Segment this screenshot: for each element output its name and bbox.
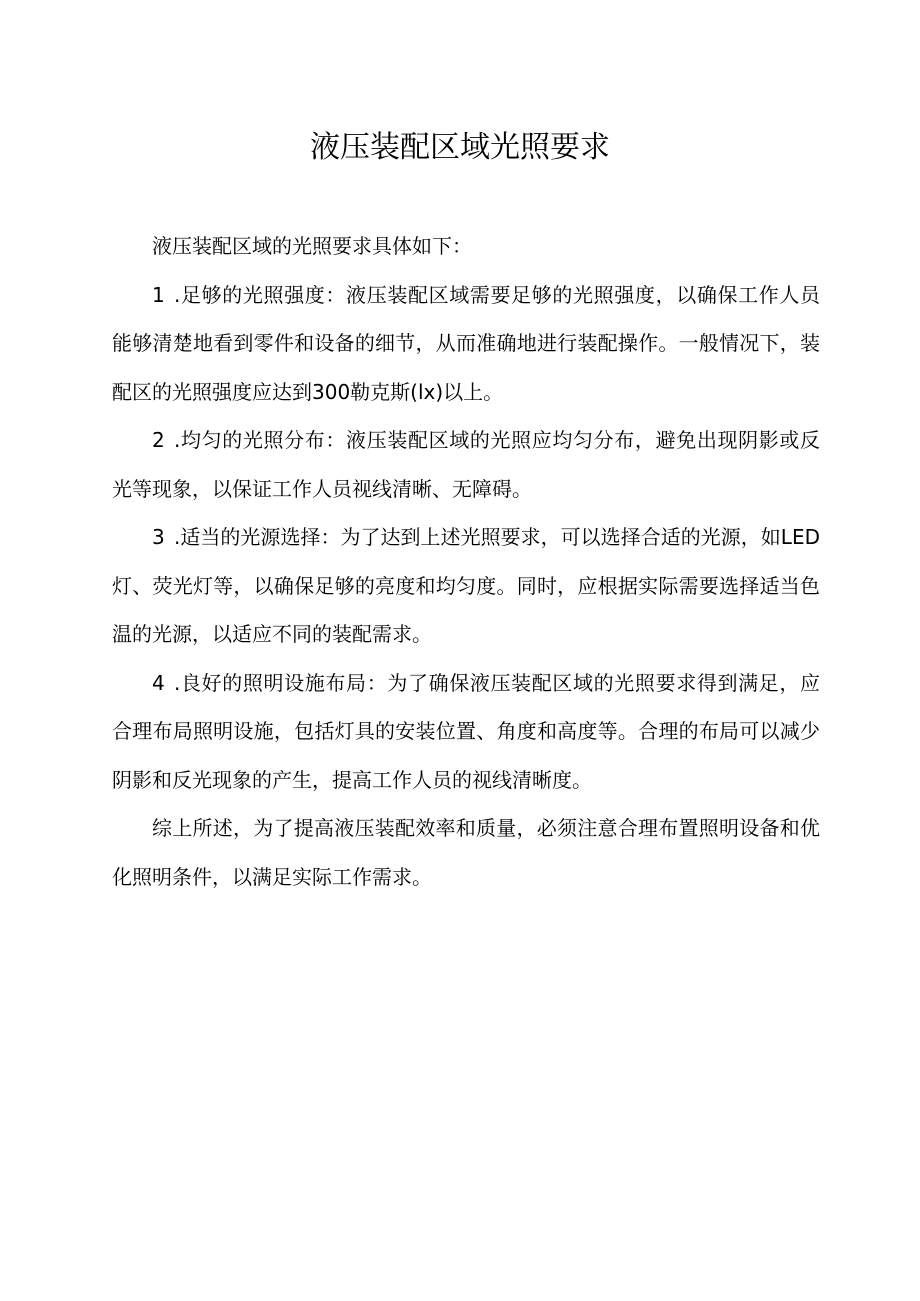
list-item-number: 2	[152, 428, 165, 452]
list-item-text: .良好的照明设施布局：为了确保液压装配区域的光照要求得到满足，应合理布局照明设施，包括灯具的安装位置、角度和高度等。合理的布局可以减少阴影和反光现象的产生，提高工作人员的视线清晰度。	[112, 670, 820, 792]
list-item-1	[112, 271, 820, 417]
list-item-4	[112, 659, 820, 805]
list-item-text: .足够的光照强度：液压装配区域需要足够的光照强度，以确保工作人员能够清楚地看到零件和设备的细节，从而准确地进行装配操作。一般情况下，装配区的光照强度应达到300勒克斯(lx)以上。	[112, 282, 820, 404]
list-item-number: 4	[152, 670, 165, 695]
list-item-text: .适当的光源选择：为了达到上述光照要求，可以选择合适的光源，如LED灯、荧光灯等，以确保足够的亮度和均匀度。同时，应根据实际需要选择适当色温的光源，以适应不同的装配需求。	[112, 525, 820, 646]
document-body	[112, 222, 820, 901]
list-item-3	[112, 513, 820, 659]
intro-paragraph: 液压装配区域的光照要求具体如下：	[152, 234, 472, 258]
conclusion-paragraph: 综上所述，为了提高液压装配效率和质量，必须注意合理布置照明设备和优化照明条件，以满足实际工作需求。	[112, 816, 820, 889]
list-item-text: .均匀的光照分布：液压装配区域的光照应均匀分布，避免出现阴影或反光等现象，以保证工作人员视线清晰、无障碍。	[112, 428, 820, 501]
list-item-number: 1	[152, 282, 165, 307]
list-item-number: 3	[152, 525, 165, 549]
list-item-2	[112, 416, 820, 513]
document-title: 液压装配区域光照要求	[310, 130, 610, 165]
